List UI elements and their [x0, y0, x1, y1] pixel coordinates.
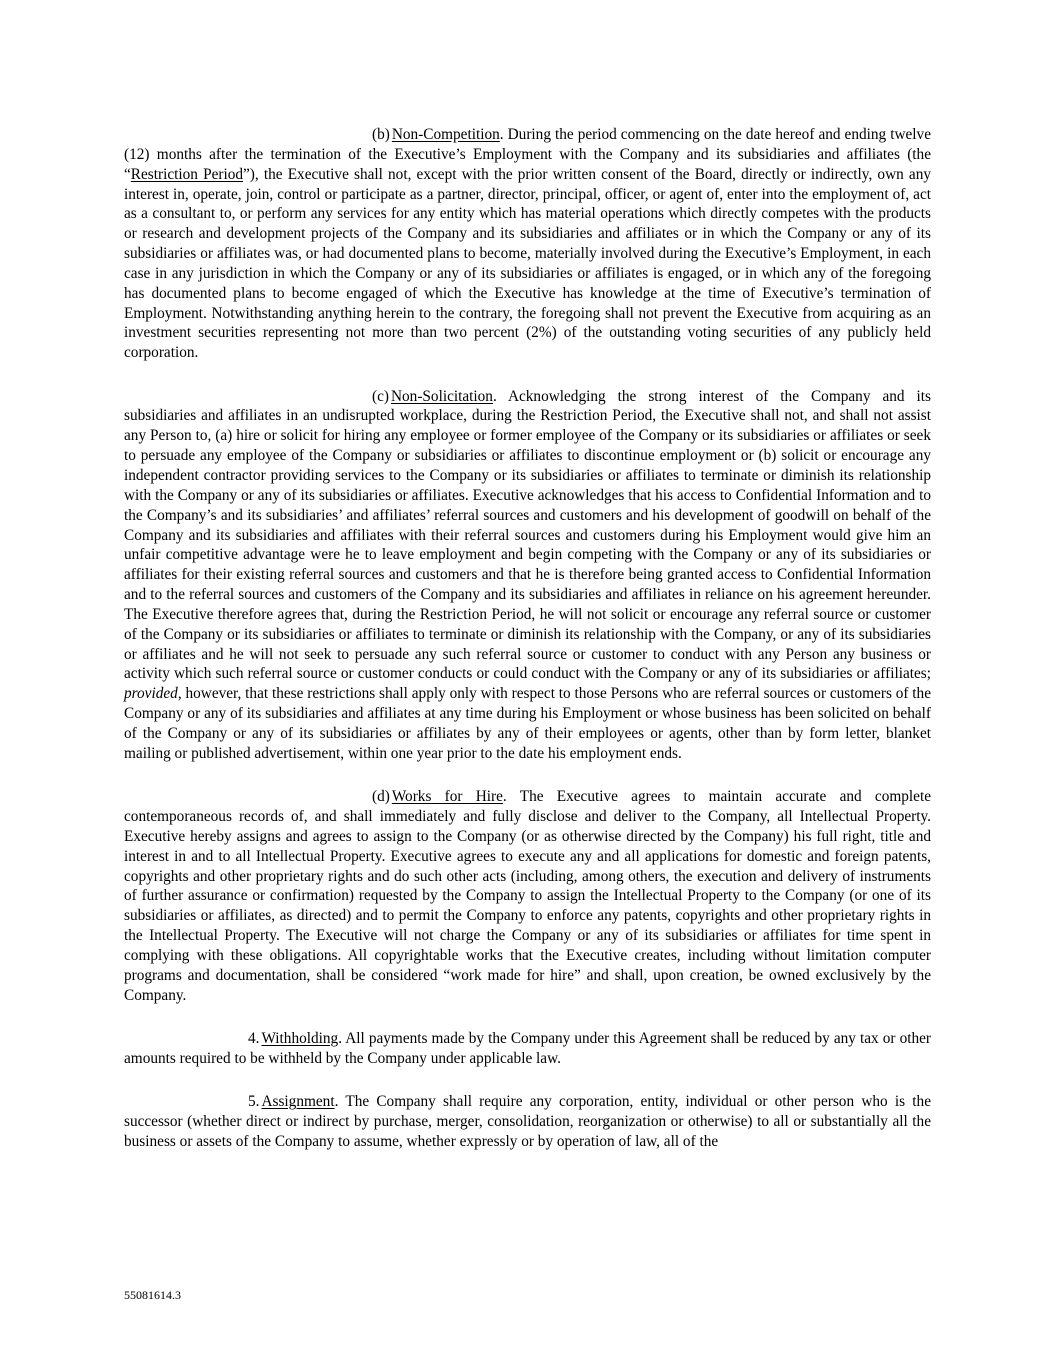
section-heading: Withholding	[261, 1029, 339, 1047]
section-heading: Non-Solicitation	[390, 387, 493, 405]
section-text: . The Company shall require any corporation, entity, individual or other person who is the successor (whether direct or indirect by purchase, merger, consolidation, reorganization or otherwise) to all or substantially all the business or assets of the Company to assume, whether expressly or by operation of law, all of the	[124, 1093, 931, 1150]
document-body	[124, 125, 931, 1175]
italic-term: provided	[124, 685, 178, 703]
section-text: ”), the Executive shall not, except with the prior written consent of the Board, directly or indirectly, own any interest in, operate, join, control or participate as a partner, director, principal, officer, or agent of, enter into the employment of, act as a consultant to, or perform any services for any entity which has material operations which directly competes with the products or research and development projects of the Company and its subsidiaries and affiliates or in which the Company or any of its subsidiaries or affiliates was, or had documented plans to become, materially involved during the Executive’s Employment, in each case in any jurisdiction in which the Company or any of its subsidiaries or affiliates is engaged, or in which any of the foregoing has documented plans to become engaged of which the Executive has knowledge at the time of Executive’s termination of Employment. Notwithstanding anything herein to the contrary, the foregoing shall not prevent the Executive from acquiring as an investment securities representing not more than two percent (2%) of the outstanding voting securities of any publicly held corporation.	[124, 165, 931, 362]
section-marker: (c)	[372, 387, 389, 405]
section-4-withholding	[124, 1029, 931, 1069]
section-text: , however, that these restrictions shall apply only with respect to those Persons who are referral sources or customers of the Company or any of its subsidiaries and affiliates at any time during his Employment or whose business has been solicited on behalf of the Company or any of its subsidiaries or affiliates by any of their employees or agents, other than by form letter, blanket mailing or published advertisement, within one year prior to the date his employment ends.	[124, 685, 931, 762]
section-heading: Works for Hire	[391, 788, 503, 806]
section-text: . The Executive agrees to maintain accurate and complete contemporaneous records of, and shall immediately and fully disclose and deliver to the Company, all Intellectual Property. Executive hereby assigns and agrees to assign to the Company (or as otherwise directed by the Company) his full right, title and interest in and to all Intellectual Property. Executive agrees to execute any and all applications for domestic and foreign patents, copyrights and other proprietary rights and do such other acts (including, among others, the execution and delivery of instruments of further assurance or confirmation) requested by the Company to assign the Intellectual Property to the Company (or one of its subsidiaries or affiliates, as directed) and to permit the Company to enforce any patents, copyrights and other proprietary rights in the Intellectual Property. The Executive will not charge the Company or any of its subsidiaries or affiliates for time spent in complying with these obligations. All copyrightable works that the Executive creates, including without limitation computer programs and documentation, shall be considered “work made for hire” and shall, upon creation, be owned exclusively by the Company.	[124, 788, 931, 1004]
section-d-works-for-hire	[124, 787, 931, 1005]
section-heading: Non-Competition	[391, 126, 500, 143]
section-marker: (d)	[372, 788, 390, 806]
section-text: . All payments made by the Company under this Agreement shall be reduced by any tax or other amounts required to be withheld by the Company under applicable law.	[124, 1029, 931, 1067]
section-b-non-competition	[124, 125, 931, 363]
section-5-assignment	[124, 1092, 931, 1152]
section-text: . During the period commencing on the date hereof and ending twelve (12) months after the termination of the Executive’s Employment with the Company and its subsidiaries and affiliates (the “	[124, 126, 931, 183]
section-text: . Acknowledging the strong interest of the Company and its subsidiaries and affiliates in an undisrupted workplace, during the Restriction Period, the Executive shall not, and shall not assist any Person to, (a) hire or solicit for hiring any employee or former employee of the Company or its subsidiaries or affiliates or seek to persuade any employee of the Company or subsidiaries or affiliates to discontinue employment or (b) solicit or encourage any independent contractor providing services to the Company or its subsidiaries or affiliates to terminate or diminish its relationship with the Company or any of its subsidiaries or affiliates. Executive acknowledges that his access to Confidential Information and to the Company’s and its subsidiaries’ and affiliates’ referral sources and customers and his development of goodwill on behalf of the Company and its subsidiaries and affiliates with their referral sources and customers during his Employment would give him an unfair competitive advantage were he to leave employment and begin competing with the Company or any of its subsidiaries or affiliates for their existing referral sources and customers and that he is therefore being granted access to Confidential Information and to the referral sources and customers of the Company and its subsidiaries and affiliates in reliance on his agreement hereunder. The Executive therefore agrees that, during the Restriction Period, he will not solicit or encourage any referral source or customer of the Company or its subsidiaries or affiliates to terminate or diminish its relationship with the Company, or any of its subsidiaries or affiliates and he will not seek to persuade any such referral source or customer to conduct with any Person any business or activity which such referral source or customer conducts or could conduct with the Company or any of its subsidiaries or affiliates;	[124, 387, 931, 683]
document-id-footer: 55081614.3	[124, 1288, 181, 1302]
section-marker: 4.	[248, 1029, 260, 1047]
section-marker: 5.	[248, 1093, 260, 1111]
section-c-non-solicitation	[124, 387, 931, 764]
section-marker: (b)	[372, 126, 390, 143]
defined-term: Restriction Period	[130, 165, 244, 183]
section-heading: Assignment	[261, 1093, 335, 1111]
